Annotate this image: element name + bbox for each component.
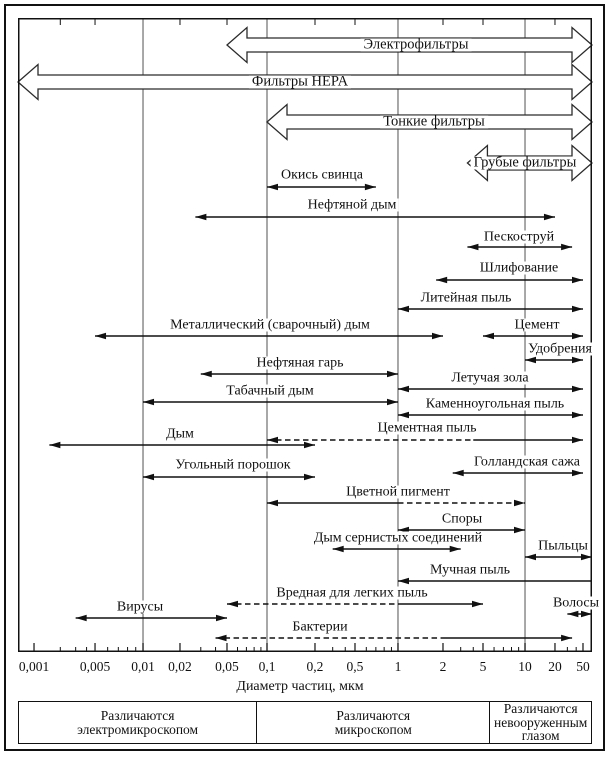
resolution-legend-cell [19,702,256,743]
arrowhead [572,386,583,393]
arrowhead [467,244,478,251]
arrowhead [365,184,376,191]
arrowhead [95,333,106,340]
arrowhead [581,611,592,618]
particle-label: Нефтяная гарь [256,355,344,371]
arrowhead [143,399,154,406]
x-tick-label: 1 [394,659,402,674]
particle-label: Литейная пыль [420,290,512,306]
x-tick-label: 0,5 [346,659,364,674]
arrowhead [49,442,60,449]
resolution-legend-cell [489,702,591,743]
x-tick-label: 2 [439,659,447,674]
resolution-legend-text: Различаются [503,701,578,717]
arrowhead [227,601,238,608]
particle-label: Нефтяной дым [307,197,397,213]
particle-label: Пескоструй [483,229,555,245]
resolution-legend-cell [256,702,489,743]
x-axis-title: Диаметр частиц, мкм [236,679,364,694]
x-tick-label: 10 [518,659,532,674]
arrowhead [561,244,572,251]
arrowhead [561,635,572,642]
x-tick-label: 0,2 [306,659,324,674]
arrowhead [572,412,583,419]
arrowhead [450,546,461,553]
particle-label: Бактерии [292,619,348,635]
arrowhead [267,437,278,444]
arrowhead [514,500,525,507]
particle-label: Дым сернистых соединений [313,530,483,546]
chart-canvas [18,18,592,652]
arrowhead [572,357,583,364]
arrowhead [195,214,206,221]
arrowhead [572,470,583,477]
arrowhead [525,554,536,561]
arrowhead [304,442,315,449]
x-tick-label: 0,01 [131,659,155,674]
resolution-legend-text: Различаются [100,708,175,723]
filter-label: Электрофильтры [361,39,472,52]
arrowhead [398,412,409,419]
particle-label: Каменноугольная пыль [425,396,565,412]
filter-label: Грубые фильтры [471,157,580,170]
resolution-legend-text: электромикроскопом [77,721,199,737]
resolution-legend-text: микроскопом [334,721,412,737]
arrowhead [76,615,87,622]
arrowhead [216,615,227,622]
particle-label: Цементная пыль [377,420,477,436]
particle-label: Летучая зола [451,370,529,386]
resolution-legend-text: глазом [521,728,560,744]
particle-label: Дым [166,426,194,442]
arrowhead [581,554,592,561]
arrowhead [398,306,409,313]
arrowhead [572,437,583,444]
x-tick-label: 5 [479,659,487,674]
particle-label: Вредная для легких пыль [276,585,428,601]
particle-label: Шлифование [479,260,559,276]
arrowhead [216,635,227,642]
arrowhead [567,611,578,618]
x-tick-label: 0,02 [168,659,192,674]
arrowhead [525,357,536,364]
arrowhead [514,527,525,534]
particle-label: Пыльцы [538,538,588,554]
arrowhead [483,333,494,340]
arrowhead [143,474,154,481]
x-tick-label: 50 [576,659,590,674]
arrowhead [304,474,315,481]
particle-label: Вирусы [116,599,164,615]
arrowhead [387,371,398,378]
arrowhead [398,386,409,393]
particle-label: Голландская сажа [474,454,580,470]
plot-area [18,18,592,652]
arrowhead [398,578,409,585]
filter-label: Тонкие фильтры [380,116,488,129]
arrowhead [544,214,555,221]
arrowhead [387,399,398,406]
resolution-legend-text: Различаются [336,708,411,723]
particle-label: Удобрения [528,341,592,357]
filter-label: Фильтры HEPA [249,76,351,89]
x-tick-label: 0,1 [258,659,276,674]
arrowhead [267,500,278,507]
arrowhead [432,333,443,340]
arrowhead [267,184,278,191]
x-tick-label: 0,001 [18,659,50,674]
particle-label: Мучная пыль [429,562,511,578]
arrowhead [453,470,464,477]
x-tick-label: 20 [548,659,562,674]
particle-label: Волосы [552,595,600,611]
particle-label: Цемент [514,317,560,333]
particle-label: Окись свинца [280,167,364,183]
arrowhead [472,601,483,608]
particle-label: Угольный порошок [175,457,291,473]
x-tick-label: 0,005 [79,659,111,674]
arrowhead [572,277,583,284]
arrowhead [201,371,212,378]
arrowhead [572,333,583,340]
resolution-legend-text: невооруженным [494,714,588,730]
resolution-legend [18,701,592,744]
arrowhead [572,306,583,313]
particle-label: Цветной пигмент [346,484,450,500]
particle-label: Табачный дым [226,383,314,399]
arrowhead [436,277,447,284]
arrowhead [333,546,344,553]
x-tick-label: 0,05 [215,659,239,674]
particle-label: Металлический (сварочный) дым [170,317,370,333]
particle-label: Споры [441,511,483,527]
